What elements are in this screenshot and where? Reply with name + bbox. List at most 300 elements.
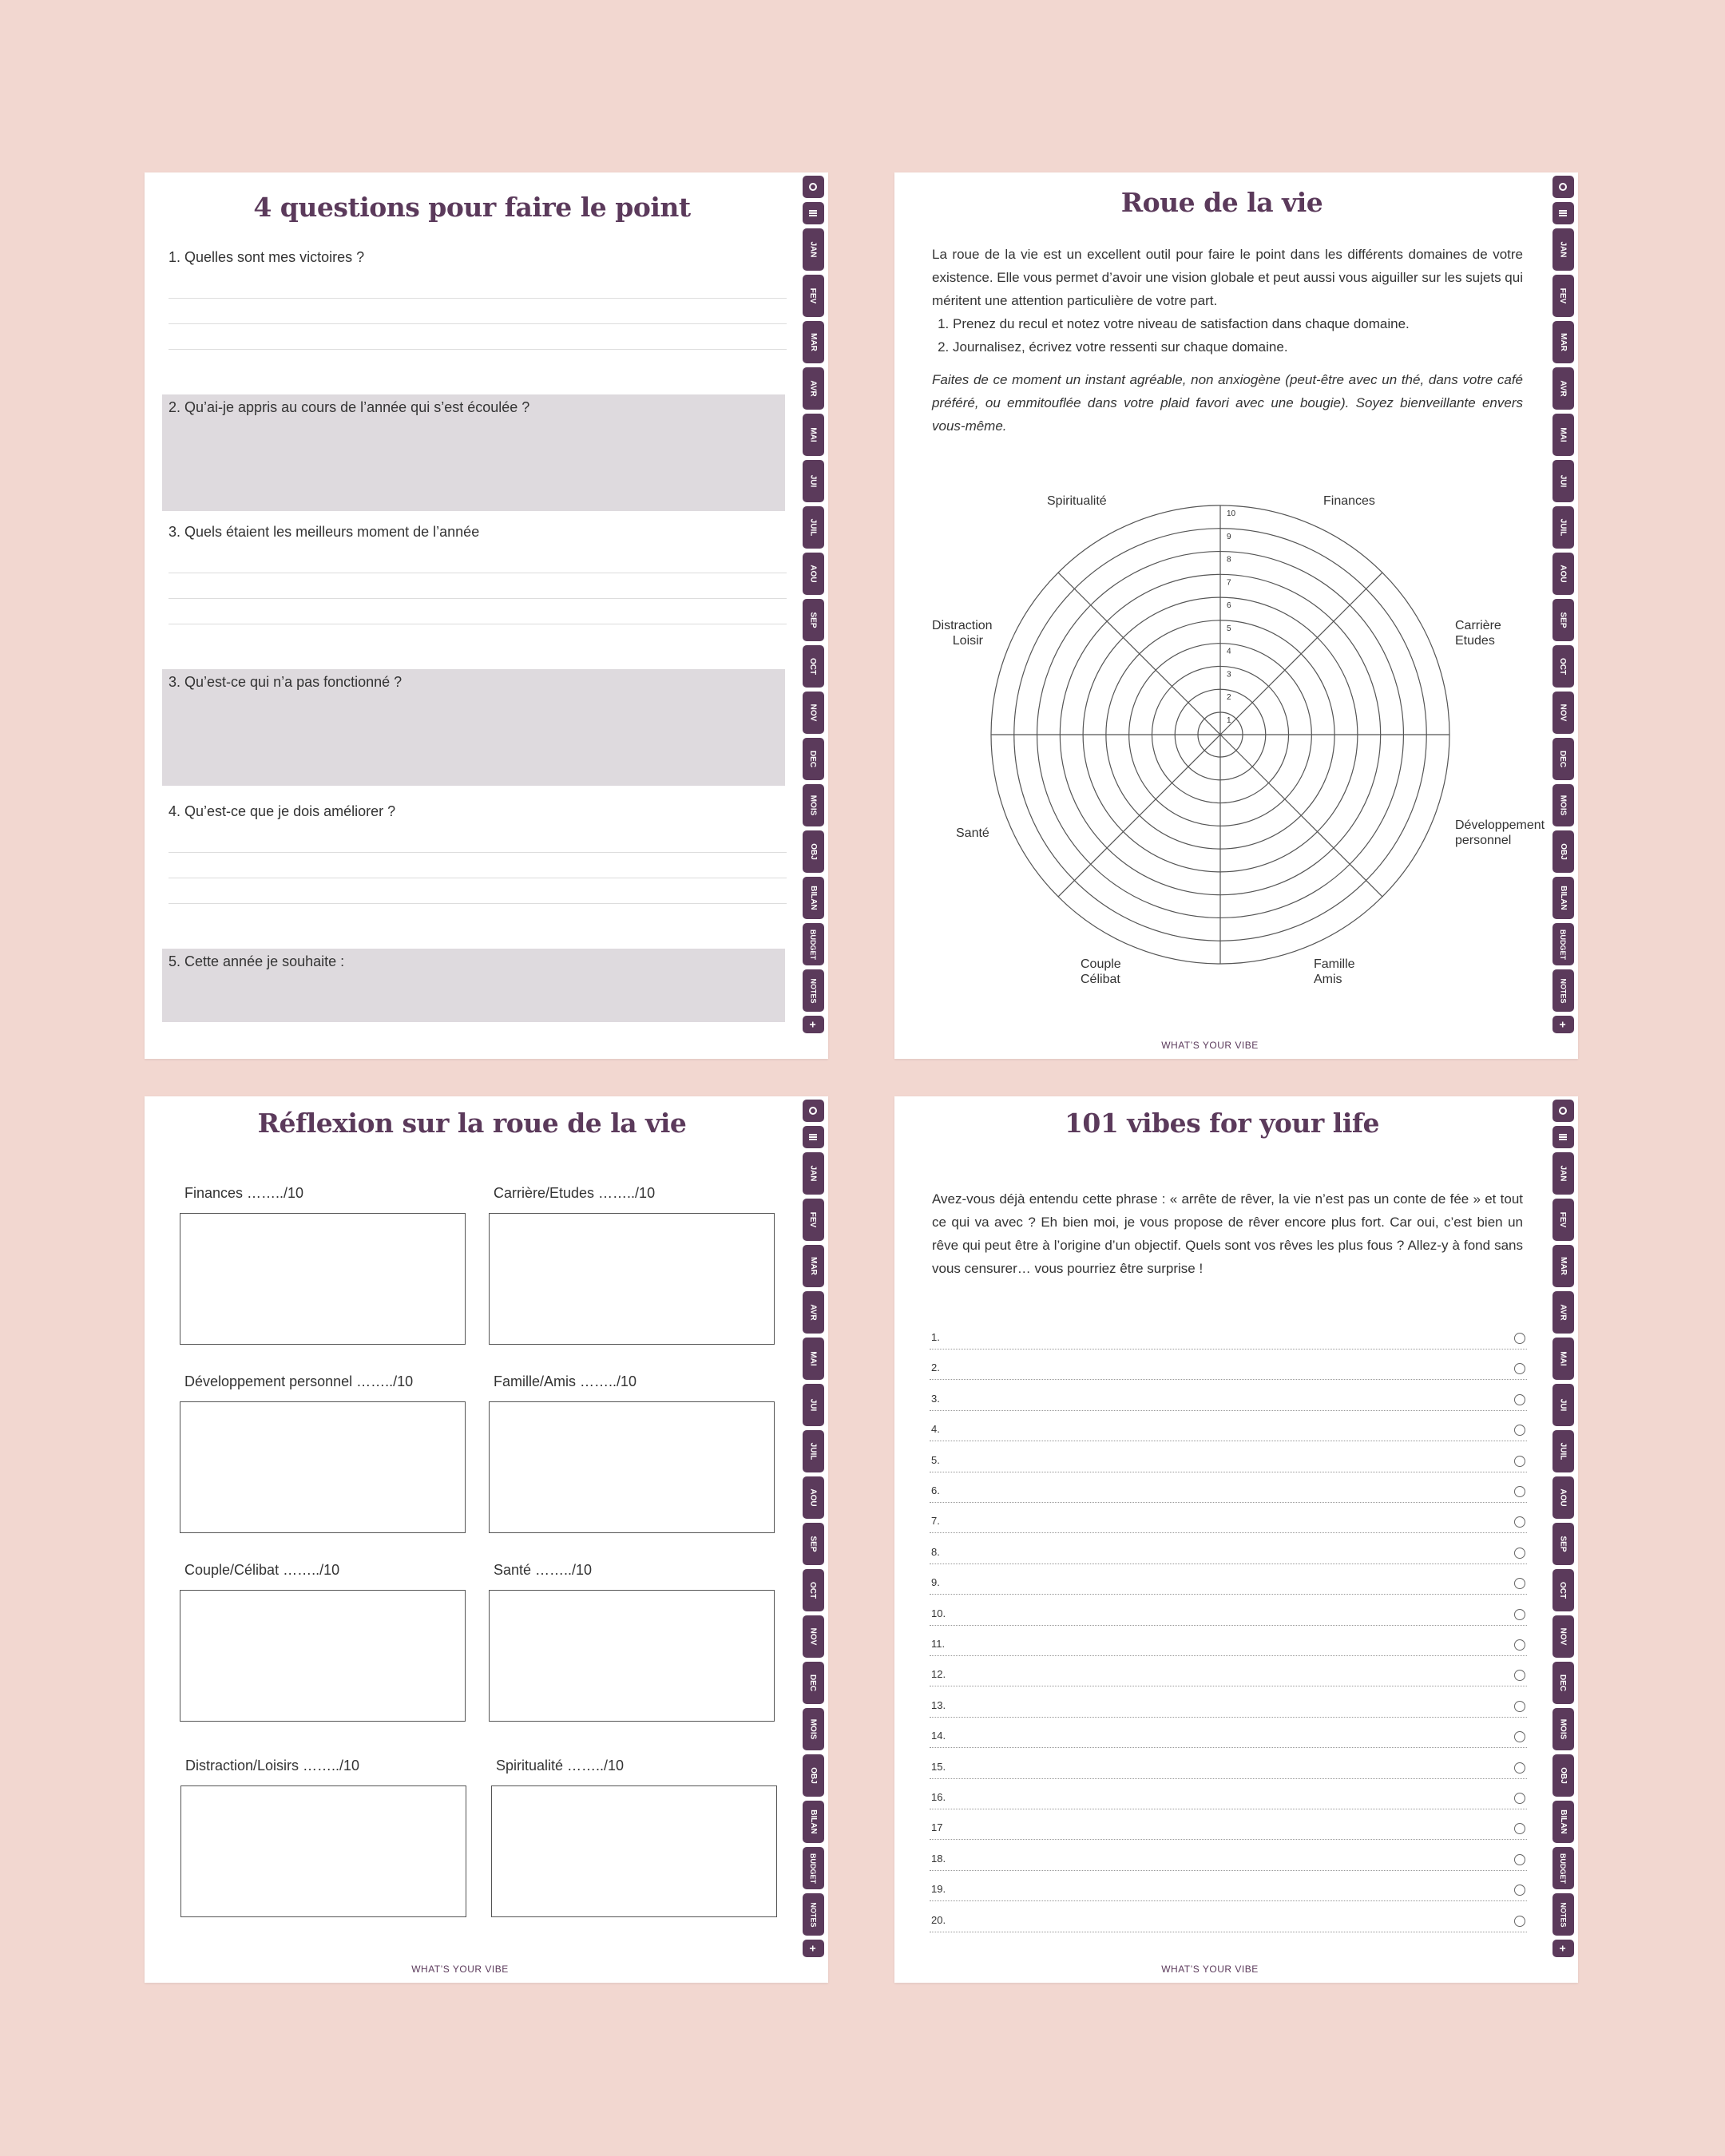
tab-label: JUIL <box>1558 1442 1568 1460</box>
checkbox-circle[interactable] <box>1514 1762 1525 1774</box>
question-label: 3. Qu’est-ce qui n’a pas fonctionné ? <box>169 674 402 690</box>
tab-label: + <box>807 1021 819 1028</box>
circle-icon <box>1559 1107 1567 1115</box>
page-title: Réflexion sur la roue de la vie <box>257 1108 687 1139</box>
vibe-row[interactable] <box>930 1686 1527 1718</box>
tab-jan[interactable] <box>803 228 824 271</box>
tab-label: JUI <box>808 1398 818 1412</box>
writing-line <box>169 299 787 324</box>
vibe-number: 8. <box>931 1545 940 1558</box>
tab-label: MAR <box>808 1257 818 1275</box>
tab-aou[interactable] <box>803 553 824 595</box>
tab-bilan[interactable] <box>803 877 824 919</box>
domain-label-line: Etudes <box>1455 634 1495 648</box>
writing-lines[interactable] <box>169 548 787 624</box>
writing-line <box>169 273 787 299</box>
tab-label: AVR <box>1558 380 1568 397</box>
tab-label: AOU <box>1558 565 1568 583</box>
domain-score-label: Développement personnel ……../10 <box>184 1373 414 1389</box>
month-tabs <box>1551 1100 1575 1980</box>
tab-add[interactable] <box>1552 1016 1574 1033</box>
tab-nov[interactable] <box>1552 1615 1574 1658</box>
tab-juil[interactable] <box>1552 506 1574 549</box>
tab-label: FEV <box>1558 1211 1568 1228</box>
checkbox-circle[interactable] <box>1514 1486 1525 1497</box>
domain-label-couple <box>1081 957 1121 987</box>
checkbox-circle[interactable] <box>1514 1854 1525 1865</box>
tab-label: NOV <box>808 703 818 722</box>
circle-icon <box>809 183 817 191</box>
tab-nov[interactable] <box>1552 692 1574 734</box>
tab-sep[interactable] <box>803 599 824 641</box>
tab-label: NOTES <box>809 1901 818 1928</box>
tab-label: BUDGET <box>809 1853 817 1884</box>
checkbox-circle[interactable] <box>1514 1731 1525 1742</box>
page-four-questions <box>145 172 828 1059</box>
footer-brand: WHAT’S YOUR VIBE <box>1161 1964 1259 1975</box>
tab-aou[interactable] <box>1552 1476 1574 1519</box>
tab-fev[interactable] <box>803 1199 824 1241</box>
domain-label-line: Carrière <box>1455 619 1501 632</box>
tab-oct[interactable] <box>1552 1569 1574 1611</box>
vibe-row[interactable] <box>930 1502 1527 1533</box>
domain-score-label: Couple/Célibat ……../10 <box>184 1562 340 1578</box>
checkbox-circle[interactable] <box>1514 1425 1525 1436</box>
tab-aou[interactable] <box>803 1476 824 1519</box>
tab-label: MAI <box>1558 427 1568 442</box>
domain-label-finances: Finances <box>1323 494 1375 508</box>
vibe-row[interactable] <box>930 1901 1527 1932</box>
tab-home[interactable] <box>803 1100 824 1122</box>
tab-add[interactable] <box>1552 1940 1574 1957</box>
domain-label-line: Loisir <box>952 634 983 648</box>
tab-budget[interactable] <box>1552 1847 1574 1889</box>
checkbox-circle[interactable] <box>1514 1394 1525 1405</box>
tab-label: SEP <box>808 1536 818 1552</box>
tab-notes[interactable] <box>1552 1893 1574 1936</box>
checkbox-circle[interactable] <box>1514 1793 1525 1804</box>
domain-label-line: Couple <box>1081 957 1121 971</box>
tab-jan[interactable] <box>1552 228 1574 271</box>
tab-juil[interactable] <box>1552 1430 1574 1472</box>
vibe-row[interactable] <box>930 1349 1527 1380</box>
scale-tick-label: 1 <box>1227 716 1231 725</box>
tab-mai[interactable] <box>803 1338 824 1380</box>
tab-avr[interactable] <box>1552 1291 1574 1334</box>
reflection-box-sante[interactable] <box>489 1590 775 1722</box>
tab-label: FEV <box>808 287 818 304</box>
tab-label: SEP <box>808 612 818 628</box>
tab-juil[interactable] <box>803 1430 824 1472</box>
tab-home[interactable] <box>1552 176 1574 198</box>
writing-lines[interactable] <box>169 827 787 904</box>
tab-label: + <box>807 1944 819 1952</box>
page-title: Roue de la vie <box>1120 187 1323 218</box>
vibe-row[interactable] <box>930 1717 1527 1748</box>
checkbox-circle[interactable] <box>1514 1885 1525 1896</box>
tab-mois[interactable] <box>803 1708 824 1750</box>
tab-obj[interactable] <box>1552 830 1574 873</box>
tab-mar[interactable] <box>803 321 824 363</box>
scale-tick-label: 5 <box>1227 624 1231 633</box>
vibe-row[interactable] <box>930 1380 1527 1411</box>
tab-label: OBJ <box>1558 1767 1568 1784</box>
writing-lines[interactable] <box>169 273 787 350</box>
tab-label: AVR <box>808 1304 818 1321</box>
footer-brand: WHAT’S YOUR VIBE <box>1161 1040 1259 1051</box>
tab-label: AOU <box>1558 1488 1568 1507</box>
answer-box[interactable] <box>162 394 785 511</box>
intro-paragraph: Avez-vous déjà entendu cette phrase : « arrête de rêver, la vie n’est pas un conte de fée » et tout ce qui va avec ? Eh bien moi, je vous propose de rêver encore plus fort. Car oui, c’est bien un rêve qui peut être à l’origine d’un objectif. Quels sont vos rêves les plus fous ? Allez-y à fond sans vous censurer… vous pourriez être surprise ! <box>932 1191 1523 1276</box>
vibe-number: 2. <box>931 1361 940 1374</box>
tab-label: NOV <box>808 1627 818 1646</box>
tab-label: OCT <box>808 1581 818 1599</box>
tab-fev[interactable] <box>1552 275 1574 317</box>
tab-avr[interactable] <box>803 367 824 410</box>
vibe-number: 6. <box>931 1484 940 1496</box>
tab-dec[interactable] <box>1552 738 1574 780</box>
domain-score-label: Carrière/Etudes ……../10 <box>494 1185 656 1201</box>
writing-line <box>169 573 787 599</box>
tab-mois[interactable] <box>1552 1708 1574 1750</box>
tab-mar[interactable] <box>1552 321 1574 363</box>
tab-mois[interactable] <box>1552 784 1574 826</box>
tab-label: JUI <box>1558 1398 1568 1412</box>
footer-brand: WHAT’S YOUR VIBE <box>411 1964 509 1975</box>
domain-label-line: Famille <box>1314 957 1355 971</box>
tab-jan[interactable] <box>1552 1152 1574 1195</box>
tab-bilan[interactable] <box>1552 1801 1574 1843</box>
tab-jui[interactable] <box>1552 460 1574 502</box>
tab-label: MAR <box>808 333 818 351</box>
tab-menu[interactable] <box>803 202 824 224</box>
vibe-number: 19. <box>931 1883 946 1896</box>
tab-home[interactable] <box>1552 1100 1574 1122</box>
tab-label: MOIS <box>1558 795 1568 816</box>
tab-menu[interactable] <box>1552 202 1574 224</box>
tab-menu[interactable] <box>1552 1126 1574 1148</box>
tab-label: BILAN <box>1558 1809 1568 1834</box>
tab-budget[interactable] <box>803 923 824 965</box>
reflection-box-distraction[interactable] <box>180 1785 466 1917</box>
tab-label: AOU <box>808 565 818 583</box>
menu-icon <box>1559 1134 1567 1140</box>
vibe-row[interactable] <box>930 1840 1527 1871</box>
vibe-number: 20. <box>931 1913 946 1926</box>
tab-label: AVR <box>1558 1304 1568 1321</box>
tab-label: NOV <box>1558 703 1568 722</box>
domain-label-famille <box>1314 957 1355 987</box>
vibe-number: 9. <box>931 1576 940 1589</box>
menu-icon <box>1559 210 1567 216</box>
tab-label: NOV <box>1558 1627 1568 1646</box>
month-tabs <box>801 1100 825 1980</box>
vibe-row[interactable] <box>930 1625 1527 1656</box>
tab-fev[interactable] <box>1552 1199 1574 1241</box>
tab-nov[interactable] <box>803 1615 824 1658</box>
tab-notes[interactable] <box>1552 969 1574 1012</box>
tab-notes[interactable] <box>803 969 824 1012</box>
tab-label: BUDGET <box>1559 1853 1567 1884</box>
writing-line <box>169 853 787 878</box>
tab-add[interactable] <box>803 1016 824 1033</box>
tab-jui[interactable] <box>1552 1384 1574 1426</box>
tab-label: OCT <box>1558 1581 1568 1599</box>
writing-line <box>169 827 787 853</box>
page-title: 101 vibes for your life <box>1064 1108 1380 1139</box>
tab-jan[interactable] <box>803 1152 824 1195</box>
vibe-number: 17 <box>931 1821 943 1834</box>
vibe-row[interactable] <box>930 1595 1527 1626</box>
tab-jui[interactable] <box>803 460 824 502</box>
tab-label: BILAN <box>808 1809 818 1834</box>
tab-oct[interactable] <box>1552 645 1574 688</box>
tab-label: MOIS <box>808 1718 818 1740</box>
life-wheel[interactable] <box>894 172 1578 1059</box>
reflection-box-famille[interactable] <box>489 1401 775 1533</box>
vibe-number: 11. <box>931 1638 946 1650</box>
tab-fev[interactable] <box>803 275 824 317</box>
menu-icon <box>809 1134 817 1140</box>
tab-label: NOTES <box>809 977 818 1004</box>
tab-avr[interactable] <box>803 1291 824 1334</box>
tab-label: JAN <box>1558 1165 1568 1182</box>
scale-tick-label: 6 <box>1227 601 1231 611</box>
domain-label-spiritualite: Spiritualité <box>1047 494 1107 508</box>
tab-dec[interactable] <box>803 738 824 780</box>
vibe-row[interactable] <box>930 1410 1527 1441</box>
reflection-box-finances[interactable] <box>180 1213 466 1345</box>
tab-notes[interactable] <box>803 1893 824 1936</box>
vibe-row[interactable] <box>930 1563 1527 1595</box>
reflection-box-couple[interactable] <box>180 1590 466 1722</box>
tab-label: BUDGET <box>809 929 817 960</box>
vibe-row[interactable] <box>930 1748 1527 1779</box>
tab-label: AOU <box>808 1488 818 1507</box>
tab-menu[interactable] <box>803 1126 824 1148</box>
checkbox-circle[interactable] <box>1514 1701 1525 1712</box>
tab-bilan[interactable] <box>803 1801 824 1843</box>
tab-juil[interactable] <box>803 506 824 549</box>
reflection-box-developpement[interactable] <box>180 1401 466 1533</box>
checkbox-circle[interactable] <box>1514 1639 1525 1651</box>
tab-label: DEC <box>1558 750 1568 768</box>
vibe-number: 3. <box>931 1392 940 1405</box>
tab-label: BILAN <box>1558 886 1568 910</box>
tab-label: NOTES <box>1559 977 1568 1004</box>
checkbox-circle[interactable] <box>1514 1516 1525 1528</box>
scale-tick-label: 9 <box>1227 532 1231 541</box>
checkbox-circle[interactable] <box>1514 1363 1525 1374</box>
vibe-row[interactable] <box>930 1870 1527 1901</box>
domain-label-line: Distraction <box>932 619 993 632</box>
step-item: 2. Journalisez, écrivez votre ressenti sur chaque domaine. <box>953 335 1523 359</box>
tab-label: DEC <box>808 750 818 768</box>
domain-score-label: Famille/Amis ……../10 <box>494 1373 637 1389</box>
tab-label: JAN <box>808 1165 818 1182</box>
intro-paragraph: La roue de la vie est un excellent outil pour faire le point dans les différents domaines de votre existence. Elle vous permet d’avoir une vision globale et peut aussi vous aiguiller sur les sujets qui méritent une attention particulière de votre part. <box>932 247 1523 308</box>
page-reflexion <box>145 1096 828 1983</box>
tab-label: FEV <box>1558 287 1568 304</box>
reflection-box-spiritualite[interactable] <box>491 1785 777 1917</box>
question-label: 4. Qu’est-ce que je dois améliorer ? <box>169 803 396 819</box>
checkbox-circle[interactable] <box>1514 1823 1525 1834</box>
vibe-number: 13. <box>931 1698 946 1711</box>
checkbox-circle[interactable] <box>1514 1578 1525 1589</box>
tab-obj[interactable] <box>803 1754 824 1797</box>
tab-budget[interactable] <box>803 1847 824 1889</box>
answer-box[interactable] <box>162 669 785 786</box>
vibe-number: 14. <box>931 1730 946 1742</box>
page-wheel-of-life <box>894 172 1578 1059</box>
tab-label: MOIS <box>1558 1718 1568 1740</box>
scale-tick-label: 4 <box>1227 647 1231 656</box>
domain-label-line: Développement <box>1455 818 1545 832</box>
tab-label: JAN <box>808 241 818 258</box>
month-tabs <box>801 176 825 1056</box>
tab-bilan[interactable] <box>1552 877 1574 919</box>
tab-label: MAR <box>1558 1257 1568 1275</box>
month-tabs <box>1551 176 1575 1056</box>
domain-label-carriere <box>1455 618 1501 648</box>
tab-label: JUIL <box>1558 518 1568 537</box>
domain-label-line: Célibat <box>1081 973 1120 986</box>
checkbox-circle[interactable] <box>1514 1456 1525 1467</box>
tab-mai[interactable] <box>1552 414 1574 456</box>
vibe-number: 15. <box>931 1760 946 1773</box>
vibe-row[interactable] <box>930 1655 1527 1686</box>
checkbox-circle[interactable] <box>1514 1333 1525 1344</box>
question-label: 3. Quels étaient les meilleurs moment de l’année <box>169 524 480 540</box>
tab-nov[interactable] <box>803 692 824 734</box>
vibe-number: 10. <box>931 1607 946 1619</box>
tab-label: FEV <box>808 1211 818 1228</box>
vibe-row[interactable] <box>930 1441 1527 1472</box>
checkbox-circle[interactable] <box>1514 1916 1525 1927</box>
scale-tick-label: 10 <box>1227 509 1236 518</box>
tab-label: MAR <box>1558 333 1568 351</box>
tab-jui[interactable] <box>803 1384 824 1426</box>
tab-mois[interactable] <box>803 784 824 826</box>
tab-label: + <box>1556 1021 1569 1028</box>
tab-sep[interactable] <box>803 1523 824 1565</box>
tab-label: JUI <box>808 474 818 488</box>
domain-label-line: Amis <box>1314 973 1342 986</box>
tab-label: + <box>1556 1944 1569 1952</box>
scale-tick-label: 3 <box>1227 670 1231 680</box>
tab-dec[interactable] <box>803 1662 824 1704</box>
vibe-row[interactable] <box>930 1318 1527 1349</box>
tab-mai[interactable] <box>803 414 824 456</box>
tab-label: DEC <box>808 1674 818 1692</box>
step-item: 1. Prenez du recul et notez votre niveau de satisfaction dans chaque domaine. <box>953 312 1523 335</box>
tab-label: JUIL <box>808 518 818 537</box>
scale-tick-label: 7 <box>1227 578 1231 588</box>
reflection-box-carriere[interactable] <box>489 1213 775 1345</box>
checkbox-circle[interactable] <box>1514 1609 1525 1620</box>
tab-label: BILAN <box>808 886 818 910</box>
writing-line <box>169 548 787 573</box>
tab-label: OCT <box>808 657 818 676</box>
tab-oct[interactable] <box>803 645 824 688</box>
tab-aou[interactable] <box>1552 553 1574 595</box>
domain-label-distraction <box>932 618 993 648</box>
writing-line <box>169 599 787 624</box>
tab-add[interactable] <box>803 1940 824 1957</box>
checkbox-circle[interactable] <box>1514 1548 1525 1559</box>
tab-label: SEP <box>1558 612 1568 628</box>
tab-mar[interactable] <box>1552 1245 1574 1287</box>
domain-score-label: Finances ……../10 <box>184 1185 304 1201</box>
tab-sep[interactable] <box>1552 1523 1574 1565</box>
scale-tick-label: 2 <box>1227 693 1231 703</box>
checkbox-circle[interactable] <box>1514 1670 1525 1681</box>
tab-label: OBJ <box>808 843 818 860</box>
domain-score-label: Distraction/Loisirs ……../10 <box>185 1758 360 1774</box>
scale-tick-label: 8 <box>1227 555 1231 565</box>
tab-sep[interactable] <box>1552 599 1574 641</box>
intro-italic: Faites de ce moment un instant agréable, non anxiogène (peut-être avec un thé, dans votre café préféré, ou emmitouflée dans votre plaid favori avec une bougie). Soyez bienveillante envers vous-même. <box>932 372 1523 434</box>
tab-mar[interactable] <box>803 1245 824 1287</box>
vibe-number: 1. <box>931 1331 940 1343</box>
tab-label: OBJ <box>808 1767 818 1784</box>
vibe-row[interactable] <box>930 1533 1527 1564</box>
tab-label: MAI <box>808 1351 818 1366</box>
question-label: 5. Cette année je souhaite : <box>169 953 345 969</box>
tab-oct[interactable] <box>803 1569 824 1611</box>
tab-label: OBJ <box>1558 843 1568 860</box>
tab-home[interactable] <box>803 176 824 198</box>
page-101-vibes <box>894 1096 1578 1983</box>
tab-label: MAI <box>808 427 818 442</box>
domain-score-label: Spiritualité ……../10 <box>496 1758 625 1774</box>
tab-label: JUIL <box>808 1442 818 1460</box>
answer-box[interactable] <box>162 949 785 1022</box>
tab-label: MAI <box>1558 1351 1568 1366</box>
tab-label: JUI <box>1558 474 1568 488</box>
domain-label-developpement <box>1455 818 1545 848</box>
domain-score-label: Santé ……../10 <box>494 1562 593 1578</box>
vibe-number: 7. <box>931 1515 940 1528</box>
question-label: 2. Qu’ai-je appris au cours de l’année qui s’est écoulée ? <box>169 399 530 415</box>
menu-icon <box>809 210 817 216</box>
tab-mai[interactable] <box>1552 1338 1574 1380</box>
page-title: 4 questions pour faire le point <box>253 192 691 223</box>
tab-label: JAN <box>1558 241 1568 258</box>
vibe-number: 16. <box>931 1791 946 1803</box>
tab-budget[interactable] <box>1552 923 1574 965</box>
vibe-row[interactable] <box>930 1809 1527 1840</box>
tab-obj[interactable] <box>1552 1754 1574 1797</box>
tab-label: SEP <box>1558 1536 1568 1552</box>
vibe-row[interactable] <box>930 1472 1527 1503</box>
vibe-number: 4. <box>931 1423 940 1436</box>
domain-label-line: personnel <box>1455 834 1512 847</box>
vibe-number: 12. <box>931 1668 946 1681</box>
tab-label: OCT <box>1558 657 1568 676</box>
tab-label: DEC <box>1558 1674 1568 1692</box>
tab-avr[interactable] <box>1552 367 1574 410</box>
writing-line <box>169 324 787 350</box>
question-label: 1. Quelles sont mes victoires ? <box>169 249 365 265</box>
vibe-row[interactable] <box>930 1778 1527 1809</box>
tab-label: AVR <box>808 380 818 397</box>
tab-dec[interactable] <box>1552 1662 1574 1704</box>
tab-label: BUDGET <box>1559 929 1567 960</box>
vibe-number: 5. <box>931 1453 940 1466</box>
tab-obj[interactable] <box>803 830 824 873</box>
tab-label: NOTES <box>1559 1901 1568 1928</box>
